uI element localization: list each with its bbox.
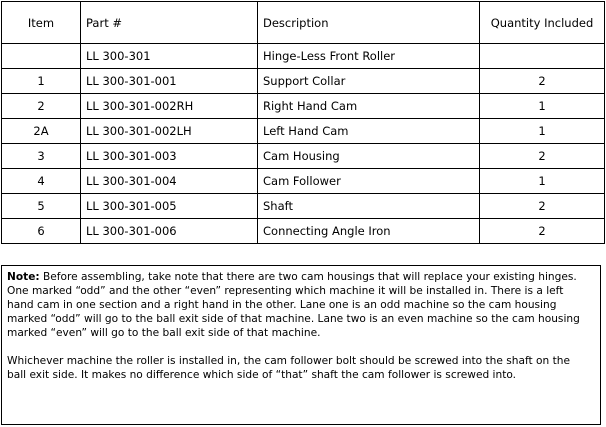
cell-quantity: 1 xyxy=(480,119,605,144)
cell-description: Cam Follower xyxy=(258,169,480,194)
cell-part-number: LL 300-301-005 xyxy=(81,194,258,219)
cell-part-number: LL 300-301-006 xyxy=(81,219,258,244)
cell-description: Support Collar xyxy=(258,69,480,94)
table-row xyxy=(2,94,605,119)
header-quantity: Quantity Included xyxy=(480,2,605,44)
cell-item: 4 xyxy=(2,169,81,194)
cell-part-number: LL 300-301-001 xyxy=(81,69,258,94)
cell-part-number: LL 300-301-002RH xyxy=(81,94,258,119)
cell-item: 2A xyxy=(2,119,81,144)
header-part-number: Part # xyxy=(81,2,258,44)
table-row xyxy=(2,194,605,219)
parts-table xyxy=(1,1,605,244)
cell-item: 5 xyxy=(2,194,81,219)
cell-part-number: LL 300-301-004 xyxy=(81,169,258,194)
cell-quantity: 2 xyxy=(480,69,605,94)
cell-part-number: LL 300-301-003 xyxy=(81,144,258,169)
table-row xyxy=(2,219,605,244)
parts-table-body xyxy=(2,44,605,244)
cell-quantity: 2 xyxy=(480,219,605,244)
cell-description: Right Hand Cam xyxy=(258,94,480,119)
table-row xyxy=(2,119,605,144)
cell-item: 3 xyxy=(2,144,81,169)
cell-part-number: LL 300-301-002LH xyxy=(81,119,258,144)
table-row xyxy=(2,69,605,94)
cell-quantity: 1 xyxy=(480,94,605,119)
cell-description: Hinge-Less Front Roller xyxy=(258,44,480,69)
cell-part-number: LL 300-301 xyxy=(81,44,258,69)
cell-description: Connecting Angle Iron xyxy=(258,219,480,244)
cell-item: 1 xyxy=(2,69,81,94)
cell-description: Shaft xyxy=(258,194,480,219)
cell-quantity: 2 xyxy=(480,144,605,169)
cell-quantity: 2 xyxy=(480,194,605,219)
header-row xyxy=(2,2,605,44)
cell-quantity xyxy=(480,44,605,69)
table-row xyxy=(2,44,605,69)
cell-description: Left Hand Cam xyxy=(258,119,480,144)
cell-description: Cam Housing xyxy=(258,144,480,169)
note-paragraph: Whichever machine the roller is installed in, the cam follower bolt should be screwed into the shaft on the ball exit side. It makes no difference which side of “that” shaft the cam follower is screwed into. xyxy=(7,355,571,381)
note-paragraph xyxy=(7,270,591,340)
cell-quantity: 1 xyxy=(480,169,605,194)
header-description: Description xyxy=(258,2,480,44)
parts-table-header xyxy=(2,2,605,44)
header-item: Item xyxy=(2,2,81,44)
cell-item xyxy=(2,44,81,69)
table-row xyxy=(2,169,605,194)
assembly-note xyxy=(1,265,601,425)
cell-item: 2 xyxy=(2,94,81,119)
table-row xyxy=(2,144,605,169)
note-label: Note: xyxy=(7,271,40,283)
cell-item: 6 xyxy=(2,219,81,244)
note-text: Before assembling, take note that there are two cam housings that will replace your existing hinges. One marked “odd” and the other “even” representing which machine it will be installed in. There is a left hand cam in one section and a right hand in the other. Lane one is an odd machine so the cam housing marked “odd” will go to the ball exit side of that machine. Lane two is an even machine so the cam housing marked “even” will go to the ball exit side of that machine. xyxy=(7,271,580,339)
